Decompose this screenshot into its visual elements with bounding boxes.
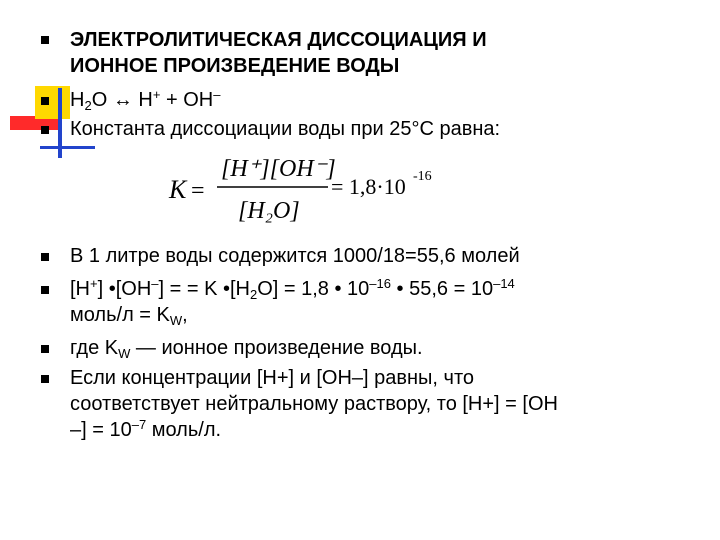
bullet-marker (41, 126, 49, 134)
bullet-marker (41, 253, 49, 261)
bullet-marker (41, 36, 49, 44)
formula-k-symbol: K (169, 175, 187, 204)
neutral-solution-line-2: соответствует нейтральному раствору, то [H+] = [OH (70, 393, 558, 415)
formula-equals: = (191, 178, 205, 204)
slide-title-line-2: ИОННОЕ ПРОИЗВЕДЕНИЕ ВОДЫ (70, 55, 400, 77)
bullet-marker (41, 286, 49, 294)
molar-count-statement: В 1 литре воды содержится 1000/18=55,6 молей (70, 245, 520, 267)
kw-definition: где $K_W$ — ионное произведение воды. (70, 337, 423, 361)
slide-title-line-1: ЭЛЕКТРОЛИТИЧЕСКАЯ ДИССОЦИАЦИЯ И (70, 29, 487, 51)
blue-accent-line (40, 146, 95, 149)
equilibrium-arrow: ↔ (112, 89, 133, 111)
bullet-marker (41, 345, 49, 353)
neutral-solution-line-1: Если концентрации [H+] и [OH–] равны, что (70, 367, 475, 389)
formula-value: = 1,8·10 (331, 174, 406, 199)
formula-exponent: -16 (413, 169, 432, 184)
ionic-product-equation: [H+] •[OH–] = = K $•[H_2O] = 1,8$ • $10^{-16}$ • $55,6 = 10^{-14}$ (70, 276, 515, 302)
dissociation-constant-formula (165, 150, 455, 230)
constant-statement: Константа диссоциации воды при 25°С равна: (70, 118, 501, 140)
dissociation-reaction: $H_2O$ ↔ H+ + OH– (70, 87, 221, 113)
formula-denominator: [H₂O] (238, 198, 300, 224)
unit-statement: моль/л = $K_W$, (70, 304, 188, 328)
neutral-solution-line-3: –] = $10^{-7}$ моль/л. (70, 417, 222, 441)
bullet-marker (41, 97, 49, 105)
bullet-marker (41, 375, 49, 383)
formula-numerator: [H⁺][OH⁻] (221, 156, 336, 182)
